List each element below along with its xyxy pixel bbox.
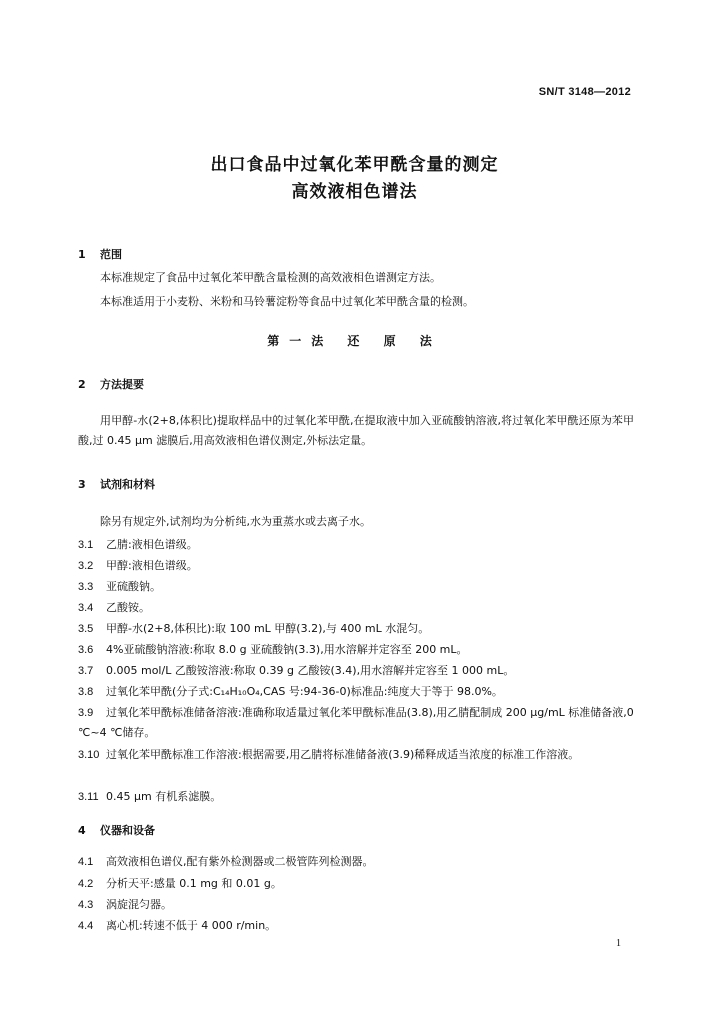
item-number: 3.5 xyxy=(78,623,94,635)
section-4-heading xyxy=(78,822,155,838)
list-item xyxy=(78,852,634,872)
list-item xyxy=(78,916,634,936)
list-item xyxy=(78,661,634,681)
list-item xyxy=(78,577,634,597)
item-text: 涡旋混匀器。 xyxy=(106,898,172,911)
document-title: 出口食品中过氧化苯甲酰含量的测定 xyxy=(210,155,499,175)
section-title: 试剂和材料 xyxy=(100,478,155,491)
list-item xyxy=(78,598,634,618)
item-number: 4.3 xyxy=(78,899,94,911)
item-text: 过氧化苯甲酰(分子式:C₁₄H₁₀O₄,CAS 号:94-36-0)标准品:纯度大于等于 98.0%。 xyxy=(106,685,503,698)
section-number: 4 xyxy=(78,824,86,837)
method-summary-paragraph: 用甲醇-水(2+8,体积比)提取样品中的过氧化苯甲酰,在提取液中加入亚硫酸钠溶液,将过氧化苯甲酰还原为苯甲酸,过 0.45 μm 滤膜后,用高效液相色谱仪测定,外标法定量。 xyxy=(78,414,634,447)
item-number: 3.3 xyxy=(78,581,94,593)
section-number: 3 xyxy=(78,478,86,491)
standard-code: SN/T 3148—2012 xyxy=(538,86,631,98)
list-item xyxy=(78,703,634,743)
section-3-heading xyxy=(78,476,155,492)
section-title: 仪器和设备 xyxy=(100,824,155,837)
list-item xyxy=(78,682,634,702)
item-number: 3.8 xyxy=(78,686,94,698)
item-number: 3.7 xyxy=(78,665,94,677)
item-number: 4.2 xyxy=(78,878,94,890)
list-item xyxy=(78,535,634,555)
section-number: 1 xyxy=(78,248,86,261)
item-number: 3.2 xyxy=(78,560,94,572)
list-item xyxy=(78,745,634,765)
list-item xyxy=(78,640,634,660)
item-number: 3.1 xyxy=(78,539,94,551)
item-text: 4%亚硫酸钠溶液:称取 8.0 g 亚硫酸钠(3.3),用水溶解并定容至 200 mL。 xyxy=(106,643,468,656)
page-number: 1 xyxy=(616,938,621,949)
section-2-heading xyxy=(78,376,144,392)
list-item xyxy=(78,874,634,894)
item-text: 亚硫酸钠。 xyxy=(106,580,161,593)
scope-paragraph-1: 本标准规定了食品中过氧化苯甲酰含量检测的高效液相色谱测定方法。 xyxy=(100,271,441,284)
scope-paragraph-2: 本标准适用于小麦粉、米粉和马铃薯淀粉等食品中过氧化苯甲酰含量的检测。 xyxy=(100,295,474,308)
item-number: 4.1 xyxy=(78,856,94,868)
list-item xyxy=(78,895,634,915)
document-subtitle: 高效液相色谱法 xyxy=(291,182,418,202)
item-text: 甲醇-水(2+8,体积比):取 100 mL 甲醇(3.2),与 400 mL 水混匀。 xyxy=(106,622,430,635)
list-item xyxy=(78,619,634,639)
section-1-heading xyxy=(78,246,122,262)
item-number: 4.4 xyxy=(78,920,94,932)
item-number: 3.9 xyxy=(78,707,94,719)
item-number: 3.10 xyxy=(78,749,100,761)
item-text: 乙酸铵。 xyxy=(106,601,150,614)
item-text: 0.45 μm 有机系滤膜。 xyxy=(106,790,222,803)
section-title: 范围 xyxy=(100,248,122,261)
item-number: 3.6 xyxy=(78,644,94,656)
item-text: 乙腈:液相色谱级。 xyxy=(106,538,198,551)
reagents-intro: 除另有规定外,试剂均为分析纯,水为重蒸水或去离子水。 xyxy=(100,515,371,528)
section-number: 2 xyxy=(78,378,86,391)
item-text: 分析天平:感量 0.1 mg 和 0.01 g。 xyxy=(106,877,282,890)
item-number: 3.4 xyxy=(78,602,94,614)
item-text: 甲醇:液相色谱级。 xyxy=(106,559,198,572)
item-text: 过氧化苯甲酰标准工作溶液:根据需要,用乙腈将标准储备液(3.9)稀释成适当浓度的标准工作溶液。 xyxy=(106,748,580,761)
item-text: 过氧化苯甲酰标准储备溶液:准确称取适量过氧化苯甲酰标准品(3.8),用乙腈配制成 200 μg/mL 标准储备液,0 ℃~4 ℃储存。 xyxy=(78,706,634,739)
item-text: 离心机:转速不低于 4 000 r/min。 xyxy=(106,919,277,932)
item-number: 3.11 xyxy=(78,791,99,803)
section-title: 方法提要 xyxy=(100,378,144,391)
list-item xyxy=(78,556,634,576)
list-item xyxy=(78,787,634,807)
item-text: 高效液相色谱仪,配有紫外检测器或二极管阵列检测器。 xyxy=(106,855,374,868)
method-title: 第一法 还 原 法 xyxy=(267,334,442,348)
item-text: 0.005 mol/L 乙酸铵溶液:称取 0.39 g 乙酸铵(3.4),用水溶解并定容至 1 000 mL。 xyxy=(106,664,515,677)
